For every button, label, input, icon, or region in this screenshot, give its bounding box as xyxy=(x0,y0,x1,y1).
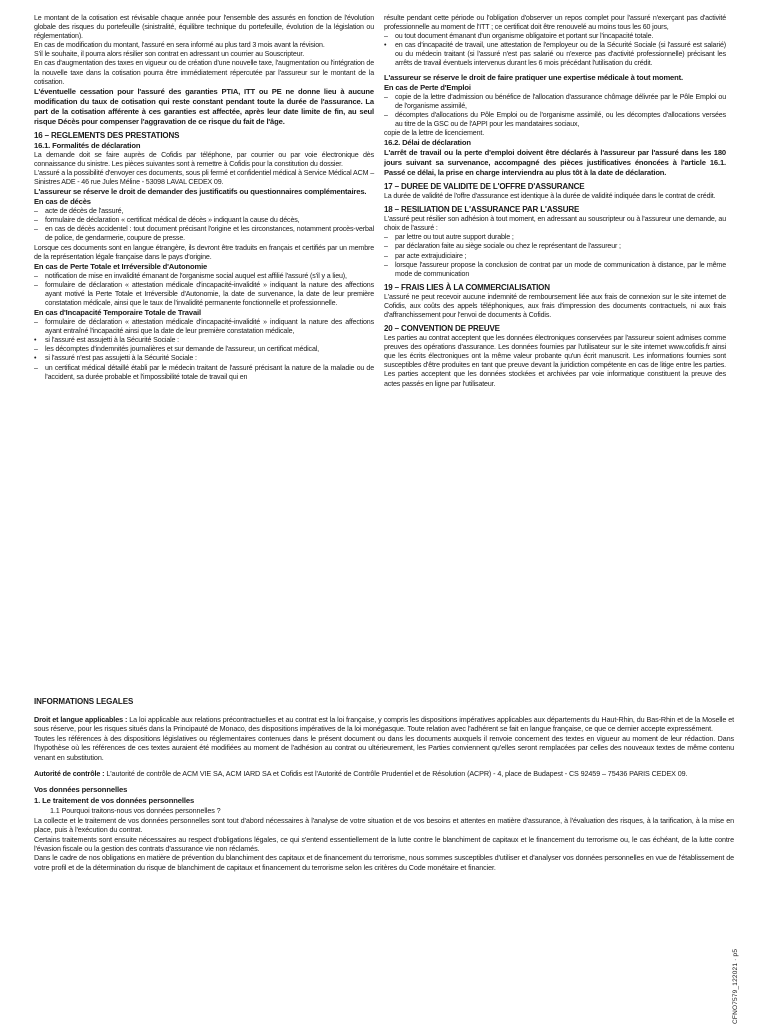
list-item: – en cas de décès accidentel : tout document précisant l'origine et les circonstances, notamment procès-verbal de police, de gendarmerie, coupure de presse. xyxy=(34,225,374,243)
list-item: – notification de mise en invalidité émanant de l'organisme social auquel est affilié l'assuré (s'il y a lieu), xyxy=(34,271,347,280)
personal-data-subheading: 1.1 Pourquoi traitons-nous vos données personnelles ? xyxy=(50,806,221,816)
paragraph: Le montant de la cotisation est révisable chaque année pour l'ensemble des assurés en fonction de l'évolution globale des risques du portefeuille (sinistralité, équilibre technique du portefeuille, évolution de la législation ou réglementation). xyxy=(34,14,374,41)
legal-section xyxy=(34,696,734,872)
resiliation-list xyxy=(384,233,726,278)
section-heading: 19 – FRAIS LIES À LA COMMERCIALISATION xyxy=(384,282,550,292)
list-item: – par déclaration faite au siège sociale ou chez le représentant de l'assureur ; xyxy=(384,242,621,251)
section-heading: 16 – REGLEMENTS DES PRESTATIONS xyxy=(34,130,180,140)
personal-data-heading: 1. Le traitement de vos données personnelles xyxy=(34,796,195,806)
list-item: – décomptes d'allocations du Pôle Emploi ou de l'organisme assimilé, ou les décomptes d'allocations versées au titre de la GSC ou de l'APPI pour les mandataires sociaux, xyxy=(384,110,726,128)
document-reference: CFNO7579_122021 · p5 xyxy=(732,948,739,1024)
list-item: – formulaire de déclaration « certificat médical de décès » indiquant la cause du décès, xyxy=(34,216,300,225)
list-item: – lorsque l'assureur propose la conclusion de contrat par un mode de communication à distance, par le même mode de communication xyxy=(384,260,726,278)
deces-list xyxy=(34,207,374,243)
paragraph: Certains traitements sont ensuite nécessaires au respect d'obligations légales, ce qui s'entend essentiellement de la lutte contre le blanchiment de capitaux et le financement du terrorisme ou, le cas échéant, de la lutte contre l'évasion fiscale ou la gestion des contrats d'assurance vie non réclamés. xyxy=(34,834,734,854)
paragraph: L'assuré a la possibilité d'envoyer ces documents, sous pli fermé et confidentiel médical à Service Médical ACM – Sinistres ADE - 46 rue Jules Méline - 53098 LAVAL CEDEX 09. xyxy=(34,168,374,187)
left-column xyxy=(34,14,374,382)
itt-list xyxy=(34,318,374,382)
subsection-heading: 16.1. Formalités de déclaration xyxy=(34,140,141,150)
list-item: – formulaire de déclaration « attestation médicale d'incapacité-invalidité » indiquant la nature des affections ayant motivé la Perte Totale et Irréversible d'Autonomie, la date de survenance, la date de leur première constatation médicale, ainsi que le taux de l'invalidité permanente fonctionnelle et professionnelle. xyxy=(34,280,374,307)
paragraph: Droit et langue applicables : La loi applicable aux relations précontractuelles et au contrat est la loi française, y compris les dispositions impératives applicables aux départements du Haut-Rhin, du Bas-Rhin et de la Moselle et sous réserve, pour les risques situés dans la Principauté de Monaco, des dispositions impératives de la loi monégasque. Toute relation avec l'adhérent se fait en langue française, ce que ce dernier accepte expressément. xyxy=(34,715,734,734)
paragraph: Toutes les références à des dispositions législatives ou réglementaires contenues dans le présent document ou dans les documents auxquels il renvoie concernent des textes en vigueur au moment de leur rédaction. Dans l'hypothèse où les références de ces textes auraient été modifiées au moment de l'adhésion au contrat ou ultérieurement, les Parties conviennent qu'elles seront remplacées par celles des nouveaux textes de même contenu venant en substitution. xyxy=(34,733,734,762)
label: Droit et langue applicables : xyxy=(34,715,128,724)
paragraph: L'assuré ne peut recevoir aucune indemnité de remboursement liée aux frais de connexion sur le site internet de Cofidis, aux coûts des appels téléphoniques, aux frais d'impression des documents contractuels, ni aux frais d'affranchissement pour l'envoi de documents à Cofidis. xyxy=(384,292,726,319)
list-item: – un certificat médical détaillé établi par le médecin traitant de l'assuré précisant la nature de la maladie ou de l'accident, sa durée probable et l'impossibilité totale de travail qui en xyxy=(34,363,374,381)
bold-paragraph: L'arrêt de travail ou la perte d'emploi doivent être déclarés à l'assureur par l'assuré dans les 180 jours suivant sa survenance, accompagné des pièces justificatives énoncées à l'article 16.1. Passé ce délai, la prise en charge interviendra au plus tôt à la date de déclaration. xyxy=(384,148,726,178)
paragraph: copie de la lettre de licenciement. xyxy=(384,128,485,137)
section-heading: 17 – DUREE DE VALIDITE DE L'OFFRE D'ASSURANCE xyxy=(384,182,585,192)
ptia-list xyxy=(34,272,374,308)
paragraph: résulte pendant cette période ou l'obligation d'observer un repos complet pour l'assuré n'exerçant pas d'activité professionnelle au moment de l'ITT ; ce certificat doit être renouvelé au moins tous les 60 jours, xyxy=(384,14,726,32)
legal-title: INFORMATIONS LEGALES xyxy=(34,697,134,706)
paragraph: En cas d'augmentation des taxes en vigueur ou de création d'une nouvelle taxe, l'augmentation ou l'intégration de la nouvelle taxe dans la cotisation pourra être immédiatement répercutée par l'assureur sur le montant de la cotisation. xyxy=(34,59,374,86)
paragraph: La collecte et le traitement de vos données personnelles sont tout d'abord nécessaires à l'analyse de votre situation et de vos besoins et attentes en matière d'assurance, à l'évaluation des risques, à la tarification, à la mise en place, puis à l'exécution du contrat. xyxy=(34,815,734,835)
list-item: • si l'assuré n'est pas assujetti à la Sécurité Sociale : xyxy=(34,354,197,363)
subsection-heading: En cas de Perte d'Emploi xyxy=(384,82,471,92)
paragraph: Autorité de contrôle : L'autorité de contrôle de ACM VIE SA, ACM IARD SA et Cofidis est l'Autorité de Contrôle Prudentiel et de Résolution (ACPR) - 4, place de Budapest - CS 92459 – 75436 PARIS CEDEX 09. xyxy=(34,769,688,779)
list-item: – acte de décès de l'assuré, xyxy=(34,207,124,216)
paragraph: Les parties au contrat acceptent que les données électroniques conservées par l'assureur soient admises comme preuves des opérations d'assurance. Les données fournies par l'utilisateur sur le site internet www.cofidis.fr ainsi que les écrits électroniques ont la même valeur probante qu'un écrit manuscrit. Les informations fournies sont susceptibles d'être produites en tant que preuve devant la juridiction compétente en cas de litige entre les parties. Les parties acceptent que les données stockées et archivées par voie informatique constituent la preuve des actes passés en ligne par l'utilisateur. xyxy=(384,334,726,388)
subsection-heading: 16.2. Délai de déclaration xyxy=(384,138,471,148)
list-item: • en cas d'incapacité de travail, une attestation de l'employeur ou de la Sécurité Sociale (si l'assuré est salarié) ou du médecin traitant (si l'assuré n'est pas salarié ou n'exerce pas d'activité professionnelle) précisant les arrêts de travail éventuels intervenus durant les 6 mois précédant l'utilisation du crédit. xyxy=(384,41,726,68)
list-item: – par acte extrajudiciaire ; xyxy=(384,251,467,260)
list-item: • si l'assuré est assujetti à la Sécurité Sociale : xyxy=(34,336,179,345)
subsection-heading: En cas de décès xyxy=(34,197,91,207)
subsection-heading: En cas d'Incapacité Temporaire Totale de Travail xyxy=(34,308,201,318)
paragraph: La durée de validité de l'offre d'assurance est identique à la durée de validité indiquée dans le contrat de crédit. xyxy=(384,192,716,201)
paragraph: En cas de modification du montant, l'assuré en sera informé au plus tard 3 mois avant la révision. xyxy=(34,41,325,50)
bold-paragraph: L'assureur se réserve le droit de demander des justificatifs ou questionnaires complémentaires. xyxy=(34,187,367,197)
label: Autorité de contrôle : xyxy=(34,769,105,779)
personal-data-title: Vos données personnelles xyxy=(34,785,128,795)
pe-list xyxy=(384,93,726,129)
bold-paragraph: L'éventuelle cessation pour l'assuré des garanties PTIA, ITT ou PE ne donne lieu à aucune modification du taux de cotisation qui reste constant pendant toute la durée de l'assurance. La part de la cotisation afférente à ces garanties est affectée, après leur date limite de fin, au seul risque Décès pour compenser l'aggravation de ce risque du fait de l'âge. xyxy=(34,86,374,126)
itt-continued-list xyxy=(384,32,726,68)
list-item: – les décomptes d'indemnités journalières et sur demande de l'assureur, un certificat médical, xyxy=(34,345,319,354)
list-item: – par lettre ou tout autre support durable ; xyxy=(384,233,514,242)
paragraph: Lorsque ces documents sont en langue étrangère, ils devront être traduits en français et certifiés par un membre de la représentation légale française dans le pays d'origine. xyxy=(34,243,374,261)
list-item: – ou tout document émanant d'un organisme obligatoire et portant sur l'incapacité totale. xyxy=(384,32,654,41)
paragraph: Dans le cadre de nos obligations en matière de prévention du blanchiment des capitaux et de financement du terrorisme, nous sommes susceptibles d'utiliser et d'analyser vos données personnelles en vue de l'établissement de votre profil et de la détermination du risque de blanchiment de capitaux et financement du terrorisme selon les critères du Code monétaire et financier. xyxy=(34,853,734,872)
list-item: – copie de la lettre d'admission ou bénéfice de l'allocation d'assurance chômage délivrée par le Pôle Emploi ou de l'organisme assimilé, xyxy=(384,92,726,110)
paragraph: L'assuré peut résilier son adhésion à tout moment, en adressant au souscripteur ou à l'assureur une demande, au choix de l'assuré : xyxy=(384,215,726,233)
list-item: – formulaire de déclaration « attestation médicale d'incapacité-invalidité » indiquant la nature des affections ayant entraîné l'incapacité ainsi que la date de leur première constatation médicale, xyxy=(34,318,374,336)
section-heading: 18 – RESILIATION DE L'ASSURANCE PAR L'ASSURE xyxy=(384,205,580,215)
section-heading: 20 – CONVENTION DE PREUVE xyxy=(384,324,500,334)
paragraph: S'il le souhaite, il pourra alors résilier son contrat en adressant un courrier au Souscripteur. xyxy=(34,50,305,59)
subsection-heading: En cas de Perte Totale et Irréversible d'Autonomie xyxy=(34,261,208,271)
paragraph: La demande doit se faire auprès de Cofidis par téléphone, par courrier ou par voie électronique dès connaissance du sinistre. Les pièces suivantes sont à remettre à Cofidis pour la constitution du dossier. xyxy=(34,150,374,168)
bold-paragraph: L'assureur se réserve le droit de faire pratiquer une expertise médicale à tout moment. xyxy=(384,72,683,82)
right-column xyxy=(384,14,726,389)
